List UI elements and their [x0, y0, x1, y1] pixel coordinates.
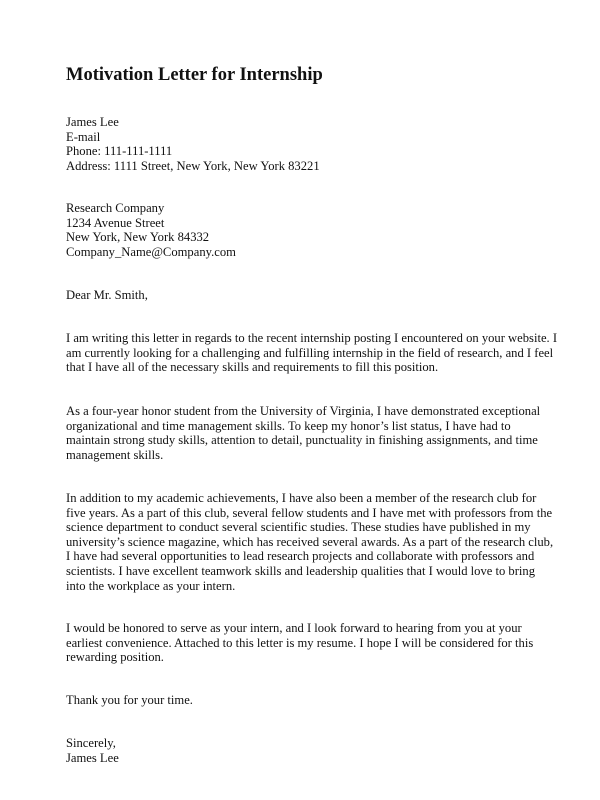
salutation: Dear Mr. Smith, [66, 288, 148, 302]
body-paragraph-2 [66, 404, 548, 462]
page-title: Motivation Letter for Internship [66, 65, 323, 85]
paragraph-line: I would be honored to serve as your intern, and I look forward to hearing from you at your [66, 621, 522, 635]
recipient-city: New York, New York 84332 [66, 230, 210, 245]
paragraph-line: I am writing this letter in regards to the recent internship posting I encountered on your website. I [66, 331, 558, 345]
paragraph-line: As a four-year honor student from the University of Virginia, I have demonstrated exceptional [66, 404, 541, 418]
paragraph-line: In addition to my academic achievements, I have also been a member of the research club for [66, 491, 537, 505]
paragraph-line: maintain strong study skills, attention to detail, punctuality in finishing assignments, and time [66, 433, 538, 448]
paragraph-line: scientists. I have excellent teamwork skills and leadership qualities that I would love to bring [66, 563, 536, 578]
paragraph-line: organizational and time management skills. To keep my honor’s list status, I have had to [66, 418, 511, 433]
body-paragraph-3 [66, 491, 554, 593]
recipient-block [66, 201, 552, 259]
recipient-company: Research Company [66, 201, 165, 215]
sender-phone: Phone: 111-111-1111 [66, 144, 173, 159]
paragraph-line: five years. As a part of this club, several fellow students and I have met with professors from the [66, 505, 553, 520]
sender-address: Address: 1111 Street, New York, New York 83221 [66, 158, 320, 173]
paragraph-line: earliest convenience. Attached to this letter is my resume. I hope I will be considered for this [66, 635, 534, 650]
recipient-street: 1234 Avenue Street [66, 215, 165, 230]
closing-block [66, 736, 552, 765]
paragraph-line: science department to conduct several scientific studies. These studies have published in my [66, 520, 531, 535]
body-paragraph-4 [66, 621, 548, 665]
closing-line: Sincerely, [66, 736, 116, 750]
body-paragraph-1 [66, 331, 558, 375]
thanks-line: Thank you for your time. [66, 693, 193, 707]
paragraph-line: I have had several opportunities to lead research projects and collaborate with professors and [66, 549, 535, 564]
paragraph-line: into the workplace as your intern. [66, 578, 236, 593]
paragraph-line: rewarding position. [66, 650, 164, 665]
paragraph-line: that I have all of the necessary skills and requirements to fill this position. [66, 360, 439, 375]
recipient-email: Company_Name@Company.com [66, 244, 236, 259]
paragraph-line: management skills. [66, 447, 164, 462]
thanks-block [66, 693, 552, 708]
paragraph-line: university’s science magazine, which has received several awards. As a part of the research club, [66, 534, 554, 549]
sender-block [66, 115, 552, 173]
paragraph-line: am currently looking for a challenging and fulfilling internship in the field of research, and I feel [66, 345, 554, 360]
sender-email: E-mail [66, 129, 101, 144]
salutation-block [66, 288, 552, 303]
signature-name: James Lee [66, 750, 119, 765]
sender-name: James Lee [66, 115, 119, 129]
